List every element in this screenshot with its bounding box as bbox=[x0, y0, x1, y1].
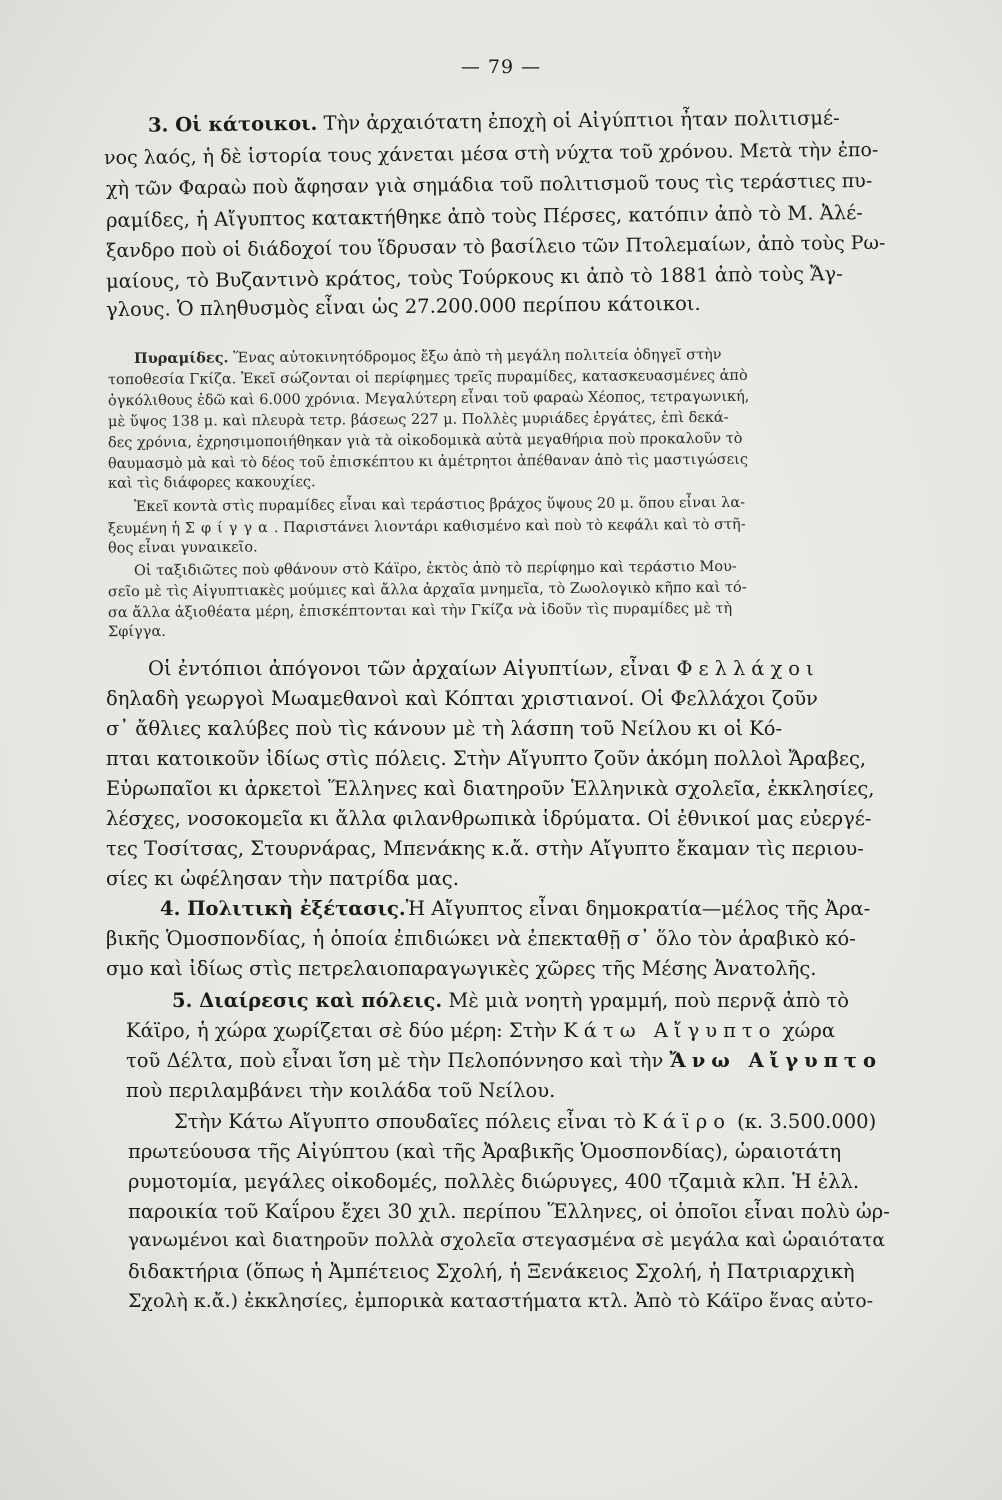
note-line-7: καὶ τὶς διάφορες κακουχίες. bbox=[107, 474, 316, 492]
section-3-heading: 3. Οἱ κάτοικοι. bbox=[147, 111, 318, 137]
note-line-11: Οἱ ταξιδιῶτες ποὺ φθάνουν στὸ Κάϊρο, ἐκτὸς ἀπὸ τὸ περίφημο καὶ τεράστιο Μου- bbox=[133, 558, 737, 580]
fellahs-line-1: Οἱ ἐντόπιοι ἀπόγονοι τῶν ἀρχαίων Αἰγυπτίων, εἶναι Φελλάχοι bbox=[148, 657, 820, 680]
section-5-line-3: τοῦ Δέλτα, ποὺ εἶναι ἴση μὲ τὴν Πελοπόννησο καὶ τὴν Ἄνω Αἴγυπτο bbox=[126, 1049, 883, 1072]
note-line-2: τοποθεσία Γκίζα. Ἐκεῖ σώζονται οἱ περίφημες τρεῖς πυραμίδες, κατασκευασμένες ἀπὸ bbox=[107, 367, 748, 389]
section-3-line-3: χὴ τῶν Φαραὼ ποὺ ἄφησαν γιὰ σημάδια τοῦ πολιτισμοῦ τους τὶς τεράστιες πυ- bbox=[105, 169, 873, 201]
page-number: — 79 — bbox=[460, 56, 542, 78]
cairo-line-2: πρωτεύουσα τῆς Αἰγύπτου (καὶ τῆς Ἀραβικῆς Ὁμοσπονδίας), ὡραιοτάτη bbox=[128, 1140, 842, 1163]
note-line-3: ὀγκόλιθους ἐδῶ καὶ 6.000 χρόνια. Μεγαλύτερη εἶναι τοῦ φαραὼ Χέοπος, τετραγωνική, bbox=[107, 388, 750, 410]
note-heading: Πυραμίδες. bbox=[133, 349, 229, 368]
fellahs-line-4: πται κατοικοῦν ἰδίως στὶς πόλεις. Στὴν Αἴγυπτο ζοῦν ἀκόμη πολλοὶ Ἄραβες, bbox=[106, 747, 867, 770]
cairo-line-1: Στὴν Κάτω Αἴγυπτο σπουδαῖες πόλεις εἶναι τὸ Κάϊρο (κ. 3.500.000) bbox=[174, 1110, 877, 1133]
section-3-line-6: μαίους, τὸ Βυζαντινὸ κράτος, τοὺς Τούρκους κι ἀπὸ τὸ 1881 ἀπὸ τοὺς Ἄγ- bbox=[105, 262, 843, 293]
fellahs-line-6: λέσχες, νοσοκομεῖα κι ἄλλα φιλανθρωπικὰ ἱδρύματα. Οἱ ἐθνικοί μας εὐεργέ- bbox=[106, 807, 872, 830]
kato-aigypto-spaced: Κάτω Αἴγυπτο bbox=[563, 1019, 777, 1042]
section-4-heading: 4. Πολιτικὴ ἐξέτασις. bbox=[160, 897, 406, 920]
fellahs-line-3: σ᾽ ἄθλιες καλύβες ποὺ τὶς κάνουν μὲ τὴ λάσπη τοῦ Νείλου κι οἱ Κό- bbox=[106, 717, 783, 740]
note-line-6: θαυμασμὸ μὰ καὶ τὸ δέος τοῦ ἐπισκέπτου κι ἀμέτρητοι ἀπέθαναν ἀπὸ τὶς μαστιγώσεις bbox=[107, 451, 749, 473]
section-3-line-1: 3. Οἱ κάτοικοι. Τὴν ἀρχαιότατη ἐποχὴ οἱ Αἰγύπτιοι ἦταν πολιτισμέ- bbox=[147, 106, 840, 137]
section-5-line-1: 5. Διαίρεσις καὶ πόλεις. Μὲ μιὰ νοητὴ γραμμή, ποὺ περνᾷ ἀπὸ τὸ bbox=[172, 989, 850, 1012]
note-line-14: Σφίγγα. bbox=[107, 623, 166, 641]
cairo-spaced: Κάϊρο bbox=[642, 1110, 731, 1133]
section-3-line-7: γλους. Ὁ πληθυσμὸς εἶναι ὡς 27.200.000 περίπου κάτοικοι. bbox=[105, 291, 701, 322]
note-line-1: Πυραμίδες. Ἕνας αὐτοκινητόδρομος ἔξω ἀπὸ τὴ μεγάλη πολιτεία ὁδηγεῖ στὴν bbox=[133, 346, 722, 368]
cairo-line-4: παροικία τοῦ Καΐρου ἔχει 30 χιλ. περίπου Ἕλληνες, οἱ ὁποῖοι εἶναι πολὺ ὠρ- bbox=[128, 1200, 890, 1223]
section-4-line-2: βικῆς Ὁμοσπονδίας, ἡ ὁποία ἐπιδιώκει νὰ ἐπεκταθῇ σ᾽ ὅλο τὸν ἀραβικὸ κό- bbox=[106, 927, 856, 950]
section-5-line-4: ποὺ περιλαμβάνει τὴν κοιλάδα τοῦ Νείλου. bbox=[126, 1079, 556, 1102]
fellahs-line-8: σίες κι ὠφέλησαν τὴν πατρίδα μας. bbox=[106, 867, 459, 890]
note-line-4: μὲ ὕψος 138 μ. καὶ πλευρὰ τετρ. βάσεως 227 μ. Πολλὲς μυριάδες ἐργάτες, ἐπὶ δεκά- bbox=[107, 409, 729, 431]
note-line-5: δες χρόνια, ἐχρησιμοποιήθηκαν γιὰ τὰ οἰκοδομικὰ αὐτὰ μεγαθήρια ποὺ προκαλοῦν τὸ bbox=[107, 430, 743, 452]
sphinx-spaced: Σφίγγα bbox=[184, 520, 274, 537]
cairo-line-3: ρυμοτομία, μεγάλες οἰκοδομές, πολλὲς διώρυγες, 400 τζαμιὰ κλπ. Ἡ ἑλλ. bbox=[128, 1170, 860, 1193]
fellahs-line-5: Εὐρωπαῖοι κι ἀρκετοὶ Ἕλληνες καὶ διατηροῦν Ἑλληνικὰ σχολεῖα, ἐκκλησίες, bbox=[106, 777, 875, 800]
fellahs-spaced: Φελλάχοι bbox=[676, 657, 820, 680]
fellahs-line-2: δηλαδὴ γεωργοὶ Μωαμεθανοὶ καὶ Κόπται χριστιανοί. Οἱ Φελλάχοι ζοῦν bbox=[106, 687, 818, 710]
note-line-8: Ἐκεῖ κοντὰ στὶς πυραμίδες εἶναι καὶ τεράστιος βράχος ὕψους 20 μ. ὅπου εἶναι λα- bbox=[133, 494, 746, 516]
note-line-12: σεῖο μὲ τὶς Αἰγυπτιακὲς μούμιες καὶ ἄλλα ἀρχαῖα μνημεῖα, τὸ Ζωολογικὸ κῆπο καὶ τό- bbox=[107, 579, 747, 601]
section-5-heading: 5. Διαίρεσις καὶ πόλεις. bbox=[172, 989, 443, 1012]
section-4-line-3: σμο καὶ ἰδίως στὶς πετρελαιοπαραγωγικὲς χῶρες τῆς Μέσης Ἀνατολῆς. bbox=[106, 957, 817, 980]
note-line-13: σα ἄλλα ἀξιοθέατα μέρη, ἐπισκέπτονται καὶ τὴν Γκίζα νὰ ἰδοῦν τὶς πυραμίδες μὲ τὴ bbox=[107, 600, 733, 622]
section-5-line-2: Κάϊρο, ἡ χώρα χωρίζεται σὲ δύο μέρη: Στὴν Κάτω Αἴγυπτο χώρα bbox=[126, 1019, 835, 1042]
note-line-9: ξευμένη ἡ Σφίγγα. Παριστάνει λιοντάρι καθισμένο καὶ ποὺ τὸ κεφάλι καὶ τὸ στῆ- bbox=[107, 516, 746, 538]
section-3-line-4: ραμίδες, ἡ Αἴγυπτος κατακτήθηκε ἀπὸ τοὺς Πέρσες, κατόπιν ἀπὸ τὸ Μ. Ἀλέ- bbox=[105, 201, 863, 232]
section-3-line-5: ξανδρο ποὺ οἱ διάδοχοί του ἵδρυσαν τὸ βασίλειο τῶν Πτολεμαίων, ἀπὸ τοὺς Ρω- bbox=[105, 231, 886, 263]
ano-aigypto-spaced: Ἄνω Αἴγυπτο bbox=[669, 1049, 883, 1072]
cairo-line-7: Σχολὴ κ.ἄ.) ἐκκλησίες, ἐμπορικὰ καταστήματα κτλ. Ἀπὸ τὸ Κάϊρο ἕνας αὐτο- bbox=[128, 1290, 874, 1312]
section-4-line-1: 4. Πολιτικὴ ἐξέτασις.Ἡ Αἴγυπτος εἶναι δημοκρατία—μέλος τῆς Ἀρα- bbox=[160, 897, 871, 920]
note-line-10: θος εἶναι γυναικεῖο. bbox=[107, 539, 258, 557]
section-3-line-2: νος λαός, ἡ δὲ ἱστορία τους χάνεται μέσα στὴ νύχτα τοῦ χρόνου. Μετὰ τὴν ἐπο- bbox=[103, 138, 879, 170]
cairo-line-6: διδακτήρια (ὅπως ἡ Ἀμπέτειος Σχολή, ἡ Ξενάκειος Σχολή, ἡ Πατριαρχικὴ bbox=[128, 1260, 855, 1283]
cairo-line-5: γανωμένοι καὶ διατηροῦν πολλὰ σχολεῖα στεγασμένα σὲ μεγάλα καὶ ὡραιότατα bbox=[128, 1230, 885, 1251]
fellahs-line-7: τες Τοσίτσας, Στουρνάρας, Μπενάκης κ.ἄ. στὴν Αἴγυπτο ἔκαμαν τὶς περιου- bbox=[106, 837, 864, 860]
